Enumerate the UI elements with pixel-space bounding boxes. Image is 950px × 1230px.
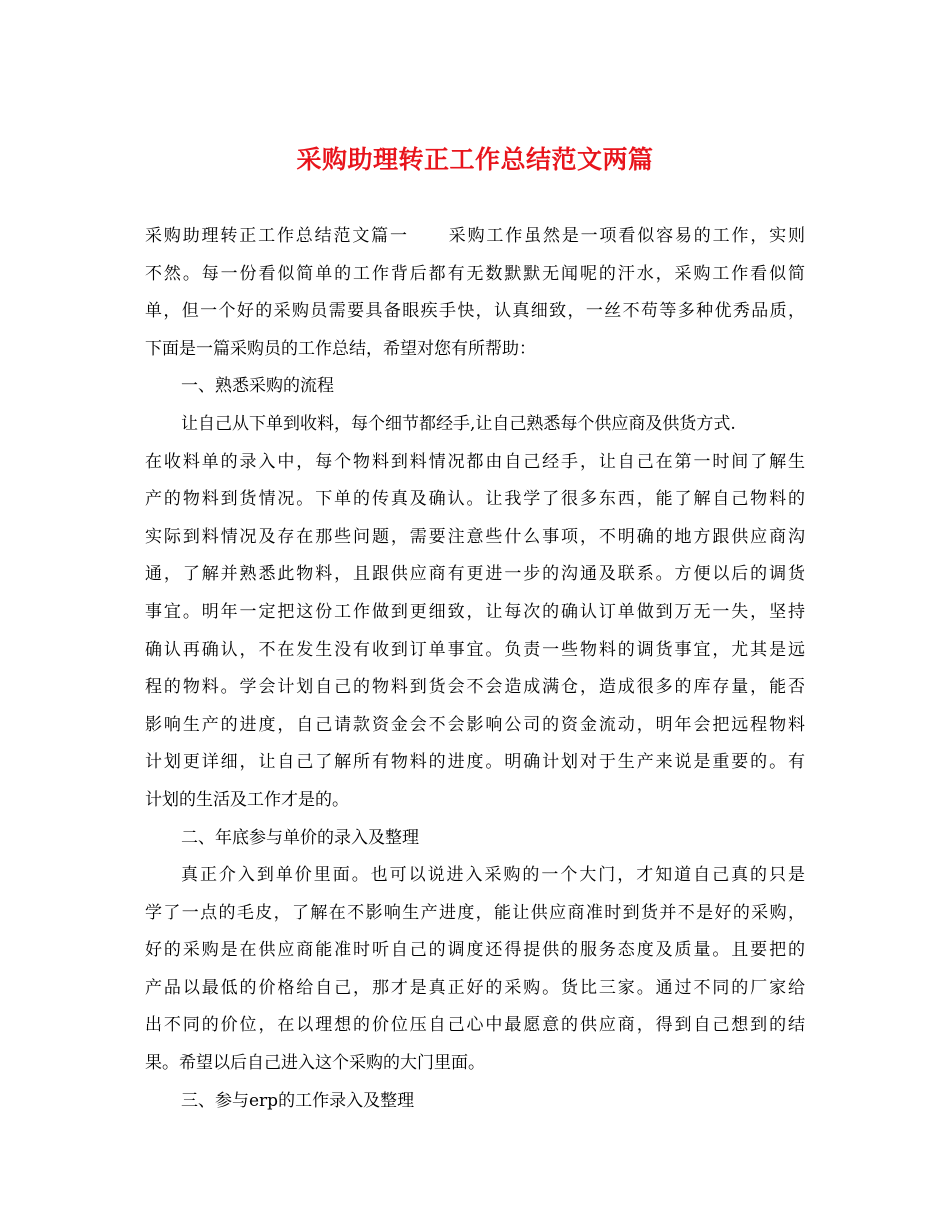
paragraph-line: 在收料单的录入中，每个物料到料情况都由自己经手，让自己在第一时间了解生 bbox=[145, 451, 805, 472]
paragraph-line: 好的采购是在供应商能准时听自己的调度还得提供的服务态度及质量。且要把的 bbox=[145, 940, 805, 961]
paragraph-line: 不然。每一份看似简单的工作背后都有无数默默无闻呢的汗水，采购工作看似简 bbox=[145, 263, 805, 284]
intro-label: 采购助理转正工作总结范文篇一 bbox=[145, 226, 409, 246]
paragraph-line: 计划的生活及工作才是的。 bbox=[145, 789, 349, 810]
paragraph-line: 出不同的价位，在以理想的价位压自己心中最愿意的供应商，得到自己想到的结 bbox=[145, 1015, 805, 1036]
paragraph-line: 确认再确认，不在发生没有收到订单事宜。负责一些物料的调货事宜，尤其是远 bbox=[145, 639, 805, 660]
paragraph-line: 产的物料到货情况。下单的传真及确认。让我学了很多东西，能了解自己物料的 bbox=[145, 489, 805, 510]
paragraph-line: 学了一点的毛皮，了解在不影响生产进度，能让供应商准时到货并不是好的采购， bbox=[145, 902, 805, 923]
paragraph-line: 产品以最低的价格给自己，那才是真正好的采购。货比三家。通过不同的厂家给 bbox=[145, 977, 805, 998]
document-body bbox=[145, 218, 805, 1120]
section-heading-2: 二、年底参与单价的录入及整理 bbox=[181, 827, 419, 848]
intro-line-1 bbox=[145, 218, 805, 256]
section-heading-1: 一、熟悉采购的流程 bbox=[181, 376, 334, 397]
document-title: 采购助理转正工作总结范文两篇 bbox=[296, 145, 654, 174]
paragraph-line: 通，了解并熟悉此物料，且跟供应商有更进一步的沟通及联系。方便以后的调货 bbox=[145, 564, 805, 585]
paragraph-line: 事宜。明年一定把这份工作做到更细致，让每次的确认订单做到万无一失，坚持 bbox=[145, 601, 805, 622]
paragraph-line: 实际到料情况及存在那些问题，需要注意些什么事项，不明确的地方跟供应商沟 bbox=[145, 526, 805, 547]
paragraph-line: 单，但一个好的采购员需要具备眼疾手快，认真细致，一丝不苟等多种优秀品质， bbox=[145, 301, 805, 322]
paragraph-line: 影响生产的进度，自己请款资金会不会影响公司的资金流动，明年会把远程物料 bbox=[145, 714, 805, 735]
paragraph-line: 真正介入到单价里面。也可以说进入采购的一个大门，才知道自己真的只是 bbox=[181, 865, 805, 886]
section-heading-3: 三、参与erp的工作录入及整理 bbox=[181, 1090, 415, 1111]
paragraph-line: 让自己从下单到收料，每个细节都经手,让自己熟悉每个供应商及供货方式. bbox=[181, 413, 736, 434]
paragraph-line: 计划更详细，让自己了解所有物料的进度。明确计划对于生产来说是重要的。有 bbox=[145, 752, 805, 773]
paragraph-line: 程的物料。学会计划自己的物料到货会不会造成满仓，造成很多的库存量，能否 bbox=[145, 677, 805, 698]
paragraph-line: 下面是一篇采购员的工作总结，希望对您有所帮助： bbox=[145, 338, 536, 359]
paragraph-line: 果。希望以后自己进入这个采购的大门里面。 bbox=[145, 1053, 485, 1074]
intro-text: 采购工作虽然是一项看似容易的工作，实则 bbox=[446, 226, 806, 246]
